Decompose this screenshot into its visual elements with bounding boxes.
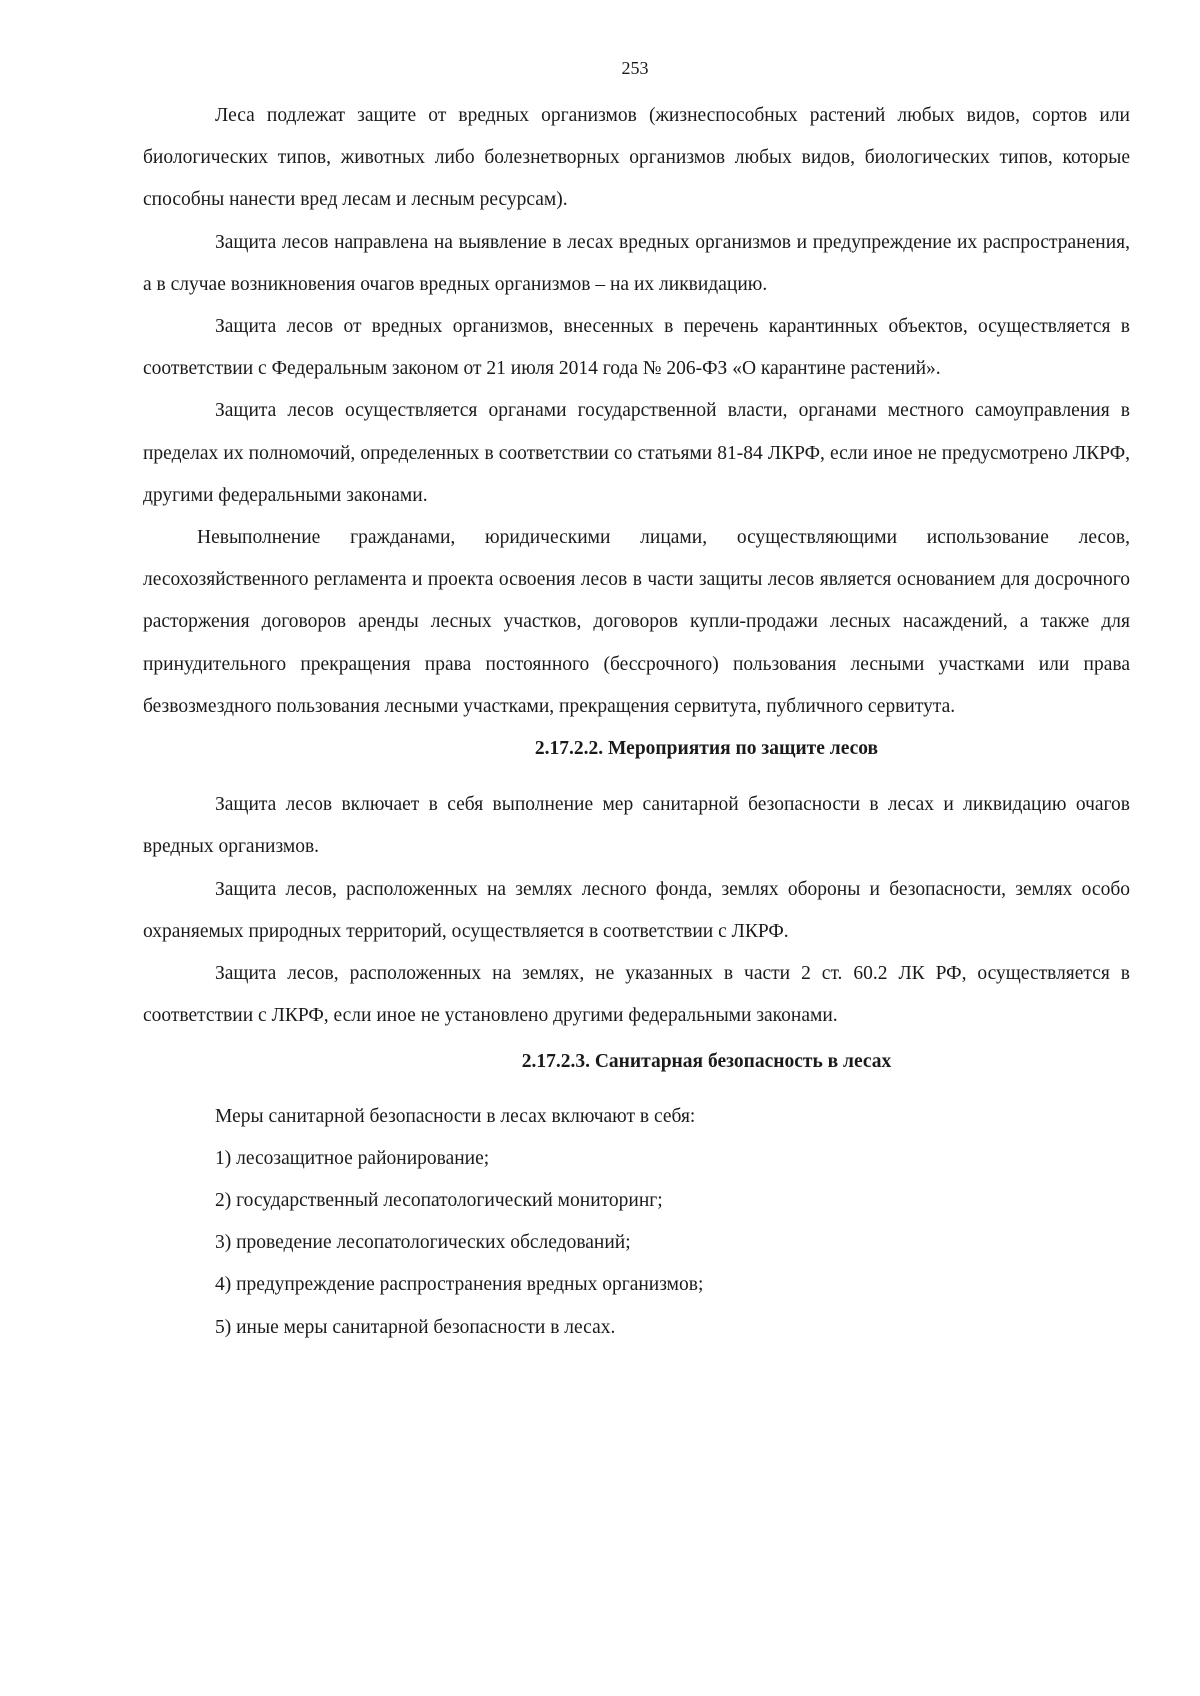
- paragraph-pests-definition: Леса подлежат защите от вредных организмов (жизнеспособных растений любых видов, сортов или биологических типов, животных либо болезнетворных организмов любых видов, биологических типов, которые способны нанести вред лесам и лесным ресурсам).: [143, 105, 1130, 211]
- list-item: 3) проведение лесопатологических обследований;: [215, 1232, 631, 1254]
- list-intro: Меры санитарной безопасности в лесах включают в себя:: [215, 1105, 696, 1127]
- list-item: 1) лесозащитное районирование;: [215, 1147, 490, 1169]
- paragraph-noncompliance: Невыполнение гражданами, юридическими лицами, осуществляющими использование лесов, лесохозяйственного регламента и проекта освоения лесов в части защиты лесов является основанием для досрочного расторжения договоров аренды лесных участков, договоров купли-продажи лесных насаждений, а также для принудительного прекращения права постоянного (бессрочного) пользования лесными участками или права безвозмездного пользования лесными участками, прекращения сервитута, публичного сервитута.: [143, 527, 1130, 717]
- paragraph-protection-purpose: Защита лесов направлена на выявление в лесах вредных организмов и предупреждение их распространения, а в случае возникновения очагов вредных организмов – на их ликвидацию.: [143, 231, 1130, 295]
- paragraph-protection-includes: Защита лесов включает в себя выполнение мер санитарной безопасности в лесах и ликвидацию очагов вредных организмов.: [143, 794, 1130, 858]
- section-heading-protection-measures: 2.17.2.2. Мероприятия по защите лесов: [534, 738, 879, 760]
- paragraph-authorities: Защита лесов осуществляется органами государственной власти, органами местного самоуправления в пределах их полномочий, определенных в соответствии со статьями 81-84 ЛКРФ, если иное не предусмотрено ЛКРФ, другими федеральными законами.: [143, 400, 1130, 506]
- section-heading-sanitary-safety: 2.17.2.3. Санитарная безопасность в лесах: [521, 1051, 892, 1073]
- list-item: 2) государственный лесопатологический мониторинг;: [215, 1190, 663, 1212]
- page-number: 253: [621, 58, 649, 78]
- list-item: 5) иные меры санитарной безопасности в лесах.: [215, 1316, 616, 1338]
- page-content: [143, 95, 1130, 1349]
- paragraph-quarantine: Защита лесов от вредных организмов, внесенных в перечень карантинных объектов, осуществляется в соответствии с Федеральным законом от 21 июля 2014 года № 206-ФЗ «О карантине растений».: [143, 316, 1130, 380]
- list-item: 4) предупреждение распространения вредных организмов;: [215, 1274, 704, 1296]
- paragraph-forest-fund-lands: Защита лесов, расположенных на землях лесного фонда, землях обороны и безопасности, землях особо охраняемых природных территорий, осуществляется в соответствии с ЛКРФ.: [143, 878, 1130, 942]
- paragraph-other-lands: Защита лесов, расположенных на землях, не указанных в части 2 ст. 60.2 ЛК РФ, осуществляется в соответствии с ЛКРФ, если иное не установлено другими федеральными законами.: [143, 963, 1130, 1027]
